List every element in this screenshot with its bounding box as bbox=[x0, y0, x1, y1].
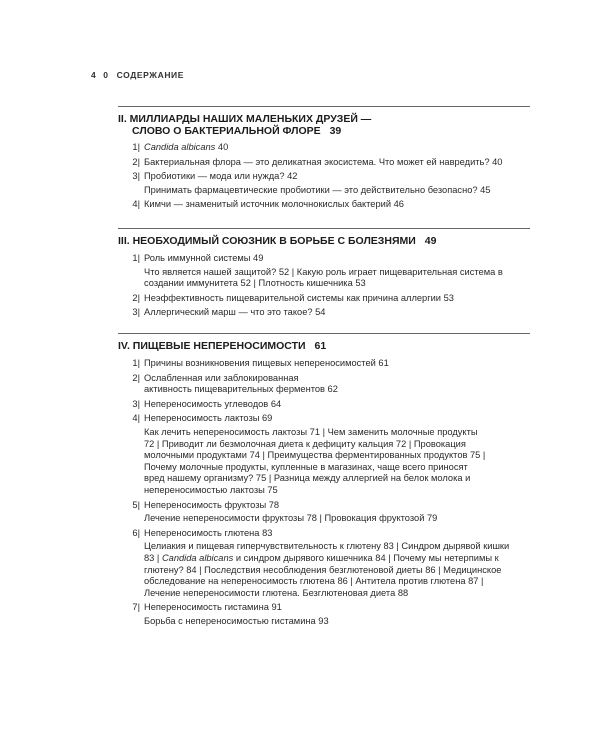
toc-entry[interactable] bbox=[118, 199, 530, 211]
section-page-number: 61 bbox=[314, 340, 327, 352]
section-rule bbox=[118, 228, 530, 229]
entry-text: Непереносимость углеводов 64 bbox=[144, 398, 282, 409]
entry-italic-text: Candida albicans bbox=[161, 552, 234, 563]
section-title-line-1 bbox=[118, 340, 530, 352]
entry-text: Борьба с непереносимостью гистамина 93 bbox=[144, 615, 329, 626]
entry-marker: 1| bbox=[132, 358, 140, 368]
entry-text: Бактериальная флора — это деликатная экосистема. Что может ей навредить? 40 bbox=[144, 156, 503, 167]
running-head-title: СОДЕРЖАНИЕ bbox=[116, 70, 185, 80]
entry-list bbox=[118, 142, 530, 211]
toc-entry[interactable] bbox=[118, 307, 530, 319]
section-title-line-2 bbox=[118, 125, 530, 137]
entry-text: и синдром дырявого кишечника 84 | Почему мы нетерпимы к глютену? 84 | Последствия несоблюдения безглютеновой диеты 86 | Медицинское обследование на непереносимость глютена 86 | Антитела против глютена 87 | Лечение непереносимости глютена. Безглютеновая диета 88 bbox=[144, 552, 502, 598]
toc-entry[interactable] bbox=[118, 253, 530, 265]
toc-entry[interactable] bbox=[118, 157, 530, 169]
toc-subentry[interactable] bbox=[118, 541, 530, 599]
toc-entry[interactable] bbox=[118, 293, 530, 305]
entry-text: Непереносимость фруктозы 78 bbox=[144, 499, 280, 510]
toc-entry[interactable] bbox=[118, 171, 530, 183]
toc-subentry[interactable] bbox=[118, 185, 530, 197]
entry-text: Неэффективность пищеварительной системы как причина аллергии 53 bbox=[144, 292, 454, 303]
entry-text: Кимчи — знаменитый источник молочнокислых бактерий 46 bbox=[144, 199, 404, 210]
section-4 bbox=[118, 340, 530, 630]
entry-marker: 3| bbox=[132, 171, 140, 182]
entry-text: Лечение непереносимости фруктозы 78 | Провокация фруктозой 79 bbox=[144, 513, 438, 524]
entry-marker: 6| bbox=[132, 527, 140, 538]
entry-text: Непереносимость лактозы 69 bbox=[144, 413, 273, 424]
toc-entry[interactable] bbox=[118, 142, 530, 154]
toc-entry[interactable] bbox=[118, 602, 530, 614]
page-number: 4 bbox=[91, 70, 97, 80]
section-title-line-1: II. МИЛЛИАРДЫ НАШИХ МАЛЕНЬКИХ ДРУЗЕЙ — bbox=[118, 113, 372, 125]
entry-list bbox=[118, 253, 530, 319]
toc-entry[interactable] bbox=[118, 528, 530, 540]
entry-marker: 5| bbox=[132, 499, 140, 510]
toc-subentry[interactable] bbox=[118, 513, 530, 525]
section-title-text: III. НЕОБХОДИМЫЙ СОЮЗНИК В БОРЬБЕ С БОЛЕЗНЯМИ bbox=[118, 235, 416, 247]
section-rule bbox=[118, 106, 530, 107]
entry-text: Пробиотики — мода или нужда? 42 bbox=[144, 171, 298, 182]
entry-marker: 3| bbox=[132, 307, 140, 318]
entry-italic-text: Candida albicans bbox=[144, 142, 216, 152]
entry-text: Непереносимость глютена 83 bbox=[144, 527, 273, 538]
toc-entry[interactable] bbox=[118, 373, 530, 396]
entry-marker: 4| bbox=[132, 199, 140, 210]
section-title bbox=[118, 340, 530, 352]
toc-entry[interactable] bbox=[118, 413, 530, 425]
entry-text: Как лечить непереносимость лактозы 71 | Чем заменить молочные продукты 72 | Приводит ли безмолочная диета к дефициту кальция 72 | Провокация молочными продуктами 74 | Преимущества ферментированных продуктов 75 | Почему молочные продукты, купленные в магазинах, чаще всего приносят вред нашему организму? 75 | Разница между аллергией на белок молока и непереносимостью лактозы 75 bbox=[144, 426, 486, 495]
section-title-text: IV. ПИЩЕВЫЕ НЕПЕРЕНОСИМОСТИ bbox=[118, 340, 306, 352]
section-title bbox=[118, 113, 530, 137]
entry-marker: 7| bbox=[132, 602, 140, 613]
section-rule bbox=[118, 333, 530, 334]
entry-text: Причины возникновения пищевых непереносимостей 61 bbox=[144, 358, 389, 368]
entry-text: 40 bbox=[215, 142, 229, 152]
entry-text: Принимать фармацевтические пробиотики — это действительно безопасно? 45 bbox=[144, 184, 491, 195]
section-page-number: 39 bbox=[329, 125, 342, 137]
entry-text: Непереносимость гистамина 91 bbox=[144, 602, 282, 613]
toc-subentry[interactable] bbox=[118, 427, 530, 497]
entry-marker: 2| bbox=[132, 156, 140, 167]
toc-subentry[interactable] bbox=[118, 616, 530, 628]
entry-marker: 1| bbox=[132, 142, 140, 152]
entry-text: Ослабленная или заблокированная активность пищеварительных ферментов 62 bbox=[144, 372, 338, 395]
toc-entry[interactable] bbox=[118, 358, 530, 370]
entry-marker: 1| bbox=[132, 253, 140, 263]
entry-list bbox=[118, 358, 530, 627]
entry-text: Роль иммунной системы 49 bbox=[144, 253, 264, 263]
section-page-number: 49 bbox=[424, 235, 437, 247]
section-2 bbox=[118, 113, 530, 214]
toc-entry[interactable] bbox=[118, 500, 530, 512]
entry-text-pre: Целиакия и пищевая гиперчувствительность к глютену 83 | Синдром дырявой кишки 83 | bbox=[144, 541, 510, 563]
entry-marker: 2| bbox=[132, 292, 140, 303]
entry-text: Аллергический марш — что это такое? 54 bbox=[144, 307, 326, 318]
toc-entry[interactable] bbox=[118, 399, 530, 411]
entry-marker: 4| bbox=[132, 413, 140, 424]
running-head bbox=[91, 70, 184, 80]
entry-marker: 2| bbox=[132, 372, 140, 383]
toc-subentry[interactable] bbox=[118, 267, 530, 290]
section-title bbox=[118, 235, 530, 247]
section-title-text: СЛОВО О БАКТЕРИАЛЬНОЙ ФЛОРЕ bbox=[132, 125, 321, 137]
section-3 bbox=[118, 235, 530, 322]
entry-marker: 3| bbox=[132, 398, 140, 409]
entry-text: Что является нашей защитой? 52 | Какую роль играет пищеварительная система в создании иммунитета 52 | Плотность кишечника 53 bbox=[144, 266, 503, 289]
separator-glyph: 0 bbox=[103, 70, 109, 80]
section-title-line-1 bbox=[118, 235, 530, 247]
